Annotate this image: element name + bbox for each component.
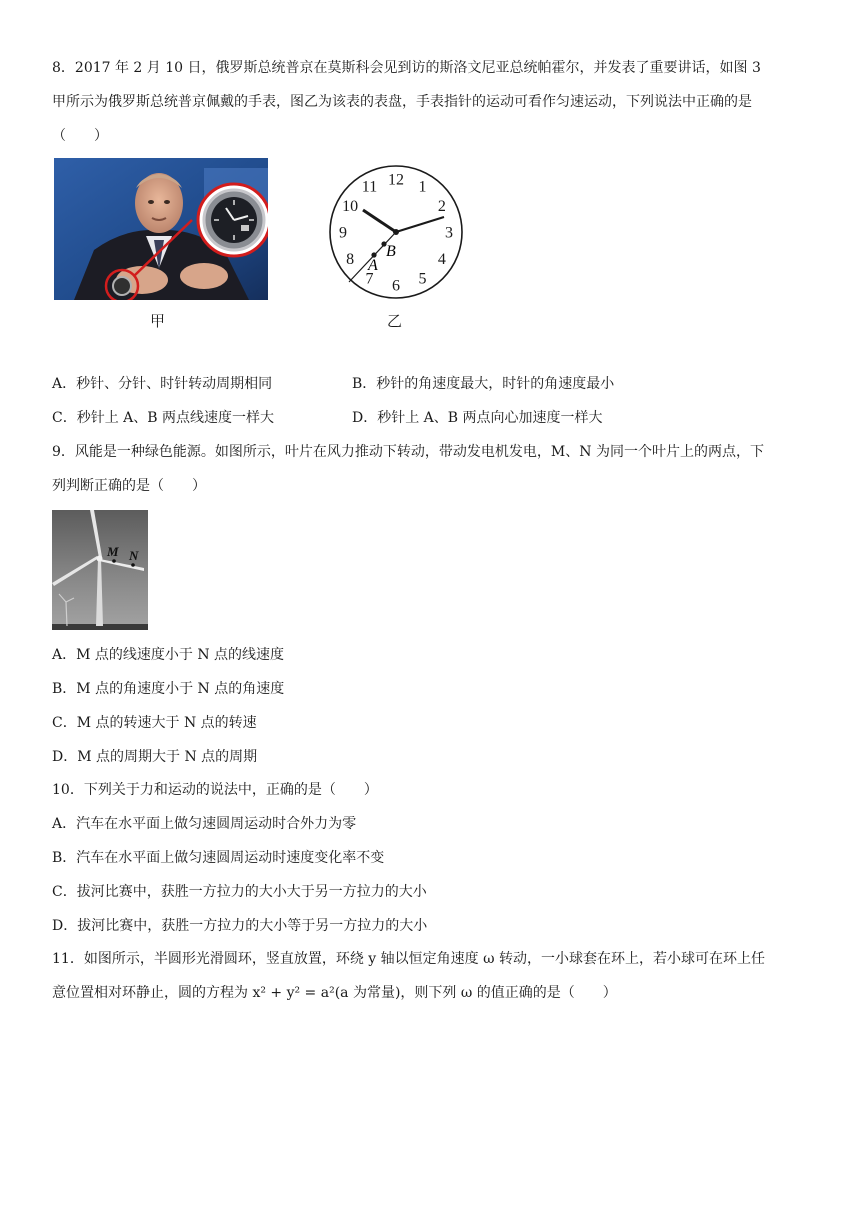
point-a-label: A [368,257,378,274]
q10-option-b[interactable]: B．汽车在水平面上做匀速圆周运动时速度变化率不变 [52,850,385,866]
clock-numeral-8: 8 [346,251,355,268]
clock-numeral-5: 5 [418,270,427,288]
q8-stem-line-2: 甲所示为俄罗斯总统普京佩戴的手表，图乙为该表的表盘，手表指针的运动可看作匀速运动，下列说法中正确的是 [52,94,752,110]
q8-option-d[interactable]: D．秒针上 A、B 两点向心加速度一样大 [352,410,603,426]
point-b-label: B [386,243,396,260]
figure-yi-caption: 乙 [387,312,403,330]
clock-numeral-12: 12 [388,171,404,189]
clock-numeral-10: 10 [342,198,359,215]
q9-stem-line-2: 列判断正确的是（ ） [52,478,206,494]
q10-option-c[interactable]: C．拔河比赛中，获胜一方拉力的大小大于另一方拉力的大小 [52,884,427,900]
q10-option-d[interactable]: D．拔河比赛中，获胜一方拉力的大小等于另一方拉力的大小 [52,918,428,934]
q9-option-b[interactable]: B．M 点的角速度小于 N 点的角速度 [52,681,285,697]
q8-stem-line-3: （ ） [52,128,108,144]
clock-numeral-11: 11 [361,178,378,196]
q8-stem-line-1: 8．2017 年 2 月 10 日，俄罗斯总统普京在莫斯科会见到访的斯洛文尼亚总统帕霍尔，并发表了重要讲话，如图 3 [52,60,761,76]
clock-numeral-1: 1 [418,178,427,196]
clock-numeral-7: 7 [365,270,374,288]
wind-turbine-photo [52,510,148,630]
point-m-label: M [107,544,119,559]
q11-stem-line-1: 11．如图所示，半圆形光滑圆环，竖直放置，环绕 y 轴以恒定角速度 ω 转动，一小球套在环上，若小球可在环上任 [52,951,765,967]
q9-option-c[interactable]: C．M 点的转速大于 N 点的转速 [52,715,257,731]
figure-jia-caption: 甲 [150,312,166,330]
minute-hand [396,217,444,232]
clock-face-diagram [326,160,466,300]
q10-stem: 10．下列关于力和运动的说法中，正确的是（ ） [52,782,378,798]
q9-option-a[interactable]: A．M 点的线速度小于 N 点的线速度 [52,647,285,663]
q8-option-b[interactable]: B．秒针的角速度最大，时针的角速度最小 [352,376,615,392]
clock-numeral-6: 6 [392,277,400,295]
point-n-label: N [129,548,139,563]
hour-hand [363,210,396,232]
q10-option-a[interactable]: A．汽车在水平面上做匀速圆周运动时合外力为零 [52,816,357,832]
photo-putin-watch [54,158,268,300]
clock-numeral-9: 9 [339,224,347,242]
q8-option-a[interactable]: A．秒针、分针、时针转动周期相同 [52,376,273,392]
clock-numeral-4: 4 [437,251,446,268]
q9-option-d[interactable]: D．M 点的周期大于 N 点的周期 [52,749,258,765]
clock-numeral-2: 2 [437,198,446,215]
q11-stem-line-2: 意位置相对环静止，圆的方程为 x² + y² = a²(a 为常量)，则下列 ω 的值正确的是（ ） [52,985,617,1001]
q9-stem-line-1: 9．风能是一种绿色能源。如图所示，叶片在风力推动下转动，带动发电机发电，M、N 为同一个叶片上的两点，下 [52,444,764,460]
clock-numeral-3: 3 [445,224,453,242]
q8-option-c[interactable]: C．秒针上 A、B 两点线速度一样大 [52,410,275,426]
clock-center [393,229,399,235]
